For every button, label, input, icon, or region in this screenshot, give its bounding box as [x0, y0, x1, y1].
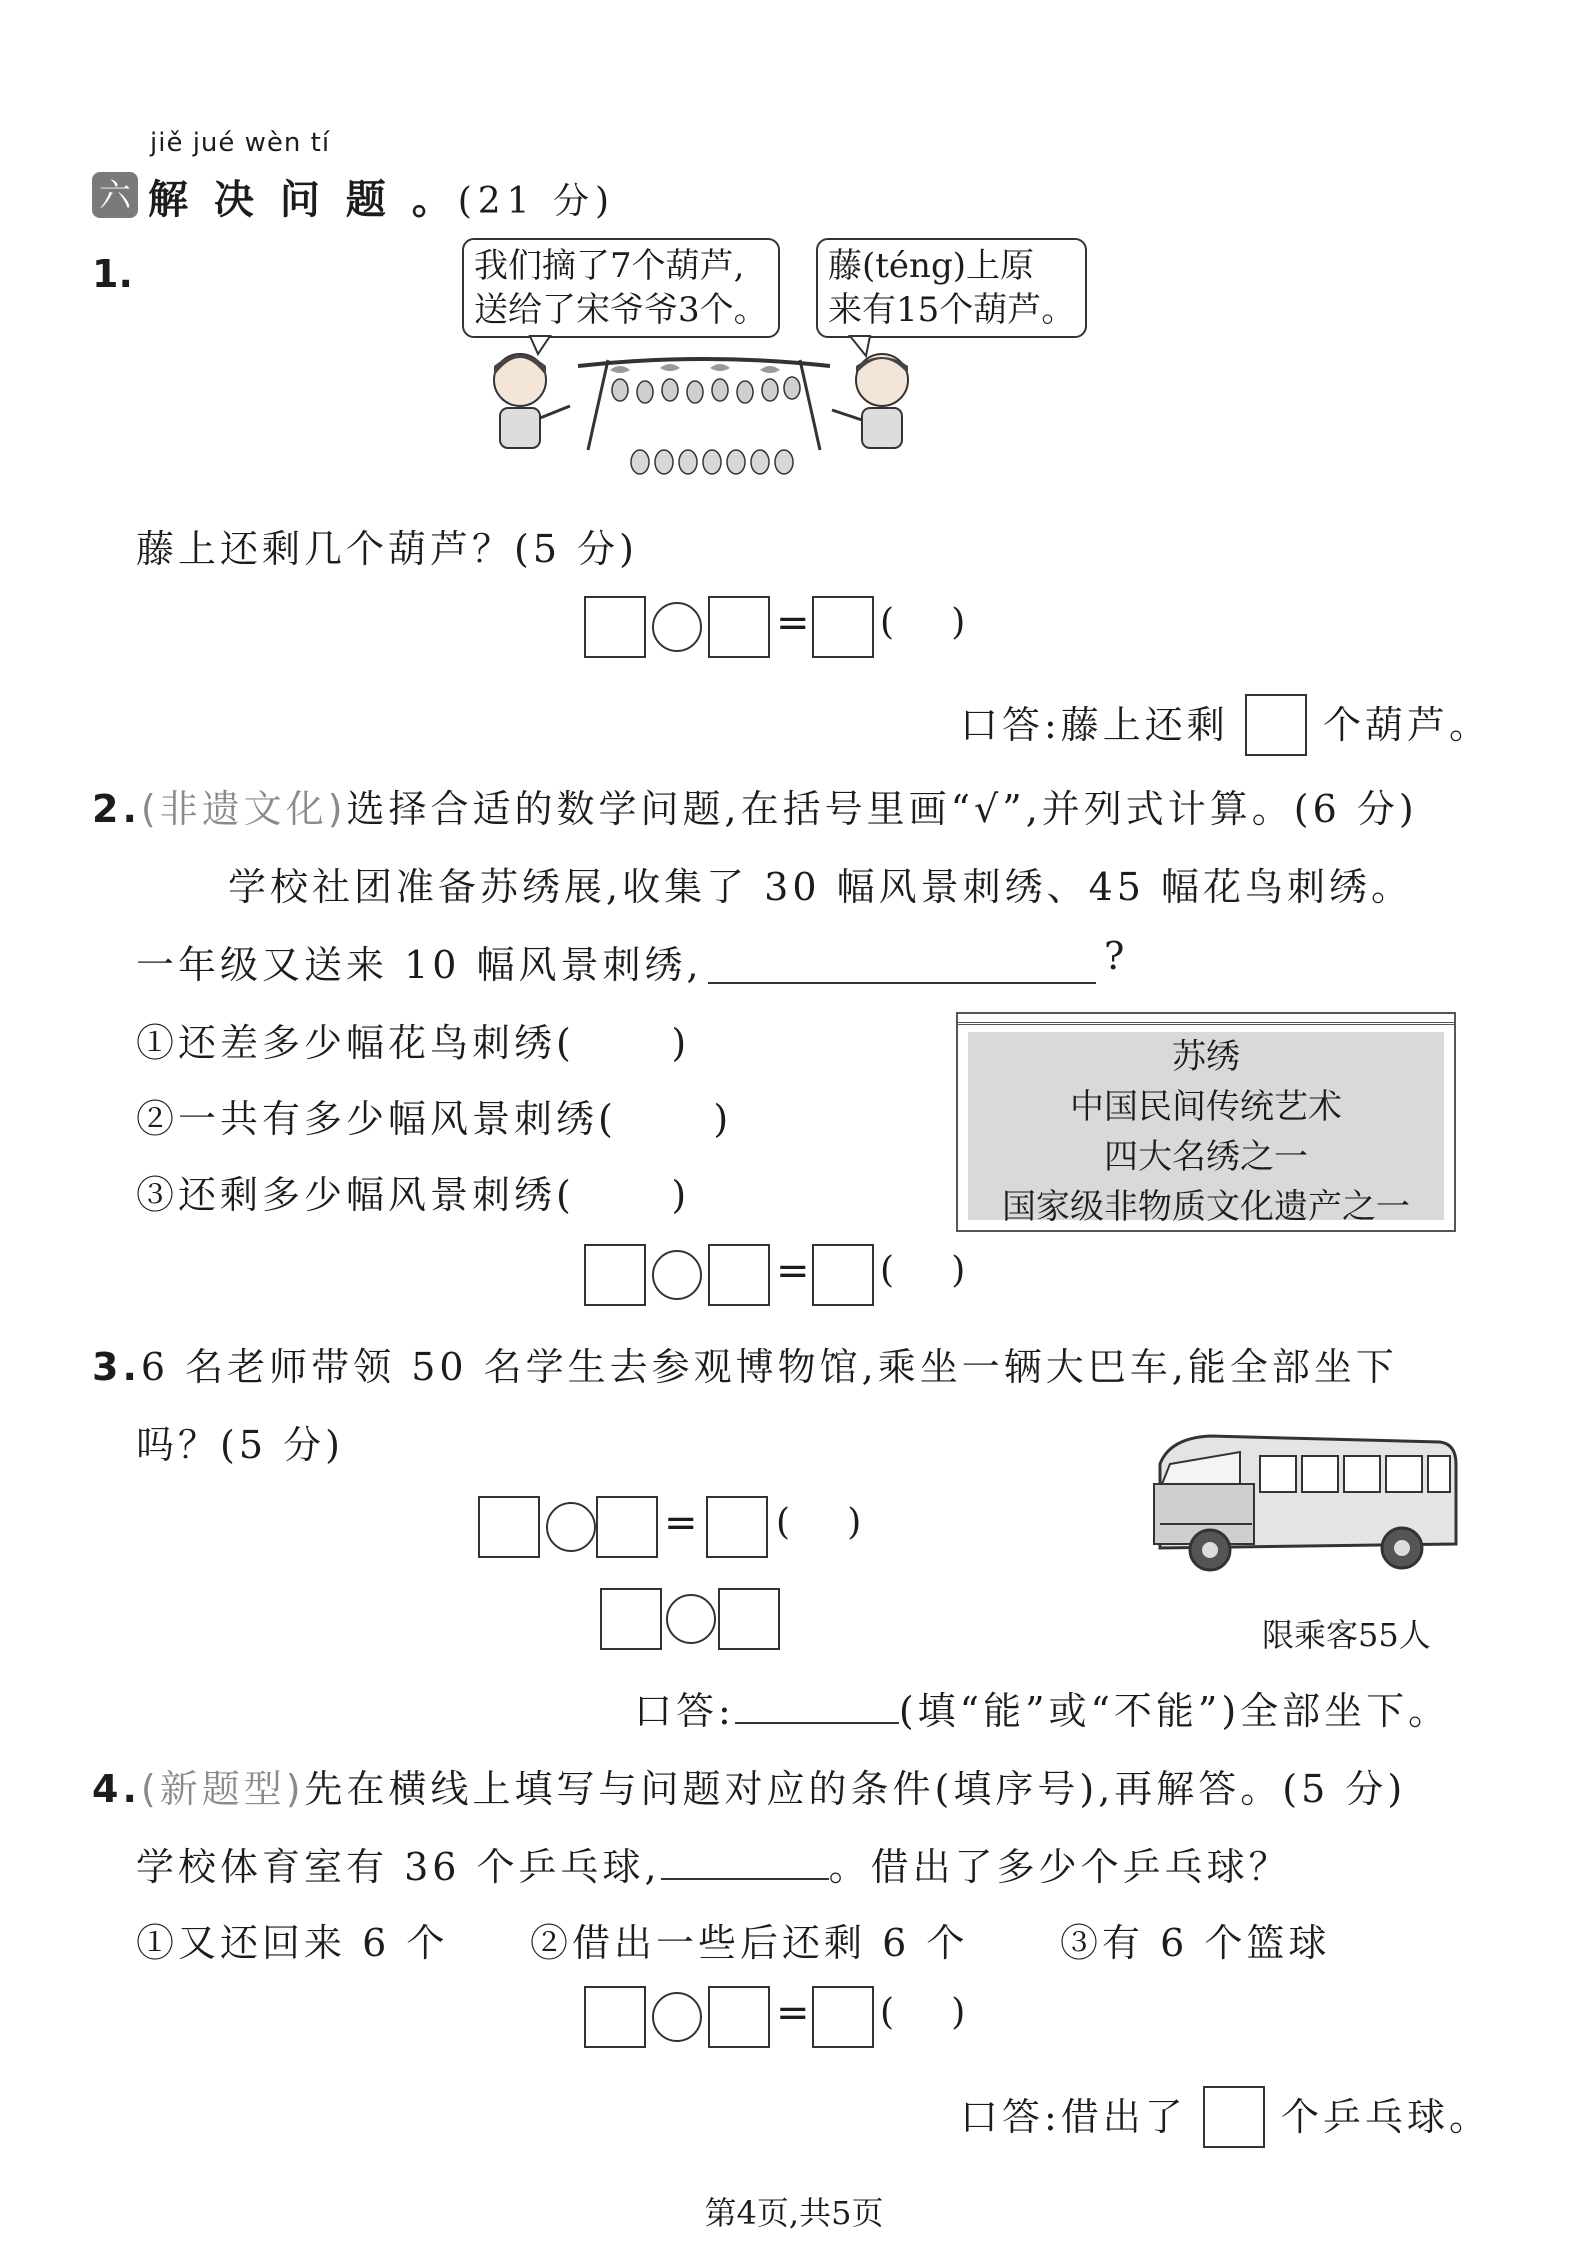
q1-unit-paren[interactable]: ( ) — [880, 602, 966, 643]
q3-equals-sign: = — [664, 1500, 698, 1546]
q3-result-box[interactable] — [706, 1496, 768, 1558]
q2-option-1-close: ) — [671, 1021, 691, 1065]
q4-story-prefix: 学校体育室有 36 个乒乓球, — [136, 1845, 661, 1889]
bus-icon — [1140, 1424, 1460, 1594]
q4-answer-box[interactable] — [1203, 2086, 1265, 2148]
q2-option-3-close: ) — [671, 1173, 691, 1217]
q3-operand2-box[interactable] — [596, 1496, 658, 1558]
q2-story-line1: 学校社团准备苏绣展,收集了 30 幅风景刺绣、45 幅花鸟刺绣。 — [228, 865, 1414, 909]
q3-line2: 吗？(5 分) — [136, 1423, 344, 1467]
q2-question-blank[interactable] — [708, 982, 1096, 984]
q4-story-suffix: 。借出了多少个乒乓球？ — [828, 1845, 1291, 1889]
q1-operator-circle[interactable] — [652, 602, 702, 652]
su-embroidery-line-2: 四大名绣之一 — [1104, 1137, 1308, 1177]
q2-paren-close: ) — [951, 1250, 966, 1291]
card-top-bar — [956, 1022, 1456, 1025]
q4-unit-paren[interactable]: ( ) — [880, 1992, 966, 2033]
q1-bubble-left-line2: 送给了宋爷爷3个。 — [474, 290, 768, 330]
q4-header — [92, 1758, 1406, 1813]
q2-unit-paren[interactable]: ( ) — [880, 1250, 966, 1291]
q2-number: 2. — [92, 787, 141, 831]
q1-equals-sign: = — [776, 600, 810, 646]
q1-question: 藤上还剩几个葫芦？(5 分) — [136, 527, 638, 571]
q3-unit-paren[interactable]: ( ) — [776, 1502, 862, 1543]
q2-option-3[interactable] — [136, 1164, 690, 1219]
q4-operator-circle[interactable] — [652, 1992, 702, 2042]
q3-compare-circle[interactable] — [666, 1594, 716, 1644]
q1-bubble-left-line1: 我们摘了7个葫芦, — [474, 246, 745, 286]
q4-paren-close: ) — [951, 1992, 966, 2033]
q2-operator-circle[interactable] — [652, 1250, 702, 1300]
su-embroidery-line-1: 中国民间传统艺术 — [1070, 1087, 1342, 1127]
q2-option-1-text: ①还差多少幅花鸟刺绣( — [136, 1021, 575, 1065]
q4-option-1: ①又还回来 6 个 — [136, 1921, 449, 1965]
q4-number: 4. — [92, 1767, 141, 1811]
q3-compare-right-box[interactable] — [718, 1588, 780, 1650]
q2-tag: (非遗文化) — [140, 787, 347, 831]
q2-option-2-close: ) — [713, 1097, 733, 1141]
q1-bubble-right — [816, 238, 1087, 338]
q1-paren-close: ) — [951, 602, 966, 643]
q4-option-2: ②借出一些后还剩 6 个 — [530, 1921, 969, 1965]
q4-story — [136, 1836, 1291, 1891]
q1-operand1-box[interactable] — [584, 596, 646, 658]
section-badge — [92, 172, 138, 218]
q2-header — [92, 778, 1418, 833]
q1-result-box[interactable] — [812, 596, 874, 658]
su-embroidery-card-inner — [968, 1032, 1444, 1227]
q1-answer — [960, 694, 1491, 760]
q2-option-1[interactable] — [136, 1012, 690, 1067]
su-embroidery-card — [956, 1012, 1456, 1232]
q4-tag: (新题型) — [140, 1767, 305, 1811]
q1-answer-prefix: 口答:藤上还剩 — [960, 703, 1229, 747]
q3-answer-blank[interactable] — [735, 1686, 899, 1724]
q4-answer — [960, 2086, 1491, 2152]
q3-answer — [634, 1680, 1450, 1735]
q4-equals-sign: = — [776, 1990, 810, 2036]
q2-operand1-box[interactable] — [584, 1244, 646, 1306]
q1-bubble-left — [462, 238, 780, 338]
q3-line1 — [92, 1336, 1398, 1391]
q2-option-2-text: ②一共有多少幅风景刺绣( — [136, 1097, 617, 1141]
q1-number: 1. — [92, 252, 133, 296]
q4-result-box[interactable] — [812, 1986, 874, 2048]
q2-option-2[interactable] — [136, 1088, 732, 1143]
section-title — [148, 168, 615, 225]
q3-operator-circle[interactable] — [546, 1502, 596, 1552]
q3-answer-suffix: (填“能”或“不能”)全部坐下。 — [898, 1689, 1451, 1733]
section-points: (21 分) — [457, 181, 616, 222]
q1-bubble-right-line1: 藤(téng)上原 — [828, 246, 1034, 286]
page-footer: 第4页,共5页 — [704, 2194, 884, 2232]
section-pinyin: jiě jué wèn tí — [150, 128, 331, 158]
q2-story-line2: 一年级又送来 10 幅风景刺绣, — [136, 943, 703, 987]
q4-answer-suffix: 个乒乓球。 — [1281, 2095, 1492, 2139]
q2-question-mark: ? — [1104, 934, 1129, 978]
q4-instruction: 先在横线上填写与问题对应的条件(填序号),再解答。(5 分) — [304, 1767, 1407, 1811]
q1-bubble-right-line2: 来有15个葫芦。 — [828, 290, 1076, 330]
q2-equals-sign: = — [776, 1248, 810, 1294]
q4-operand2-box[interactable] — [708, 1986, 770, 2048]
q3-compare-left-box[interactable] — [600, 1588, 662, 1650]
section-badge-text: 六 — [98, 176, 131, 214]
gourd-vine-illustration — [470, 330, 930, 500]
q4-operand1-box[interactable] — [584, 1986, 646, 2048]
q3-number: 3. — [92, 1345, 141, 1389]
q4-answer-prefix: 口答:借出了 — [960, 2095, 1187, 2139]
su-embroidery-line-3: 国家级非物质文化遗产之一 — [1002, 1187, 1410, 1227]
bus-caption: 限乘客55人 — [1262, 1616, 1431, 1654]
q1-operand2-box[interactable] — [708, 596, 770, 658]
q4-option-3: ③有 6 个篮球 — [1060, 1921, 1331, 1965]
q3-answer-prefix: 口答: — [634, 1689, 735, 1733]
section-title-text: 解 决 问 题 。 — [148, 176, 458, 223]
su-embroidery-title: 苏绣 — [1172, 1037, 1240, 1077]
q3-operand1-box[interactable] — [478, 1496, 540, 1558]
q1-answer-suffix: 个葫芦。 — [1323, 703, 1492, 747]
q2-result-box[interactable] — [812, 1244, 874, 1306]
q4-condition-blank[interactable] — [661, 1842, 829, 1880]
q1-answer-box[interactable] — [1245, 694, 1307, 756]
q2-operand2-box[interactable] — [708, 1244, 770, 1306]
q3-line1-text: 6 名老师带领 50 名学生去参观博物馆,乘坐一辆大巴车,能全部坐下 — [140, 1345, 1398, 1389]
q3-paren-close: ) — [847, 1502, 862, 1543]
q2-option-3-text: ③还剩多少幅风景刺绣( — [136, 1173, 575, 1217]
q2-instruction: 选择合适的数学问题,在括号里画“√”,并列式计算。(6 分) — [346, 787, 1418, 831]
